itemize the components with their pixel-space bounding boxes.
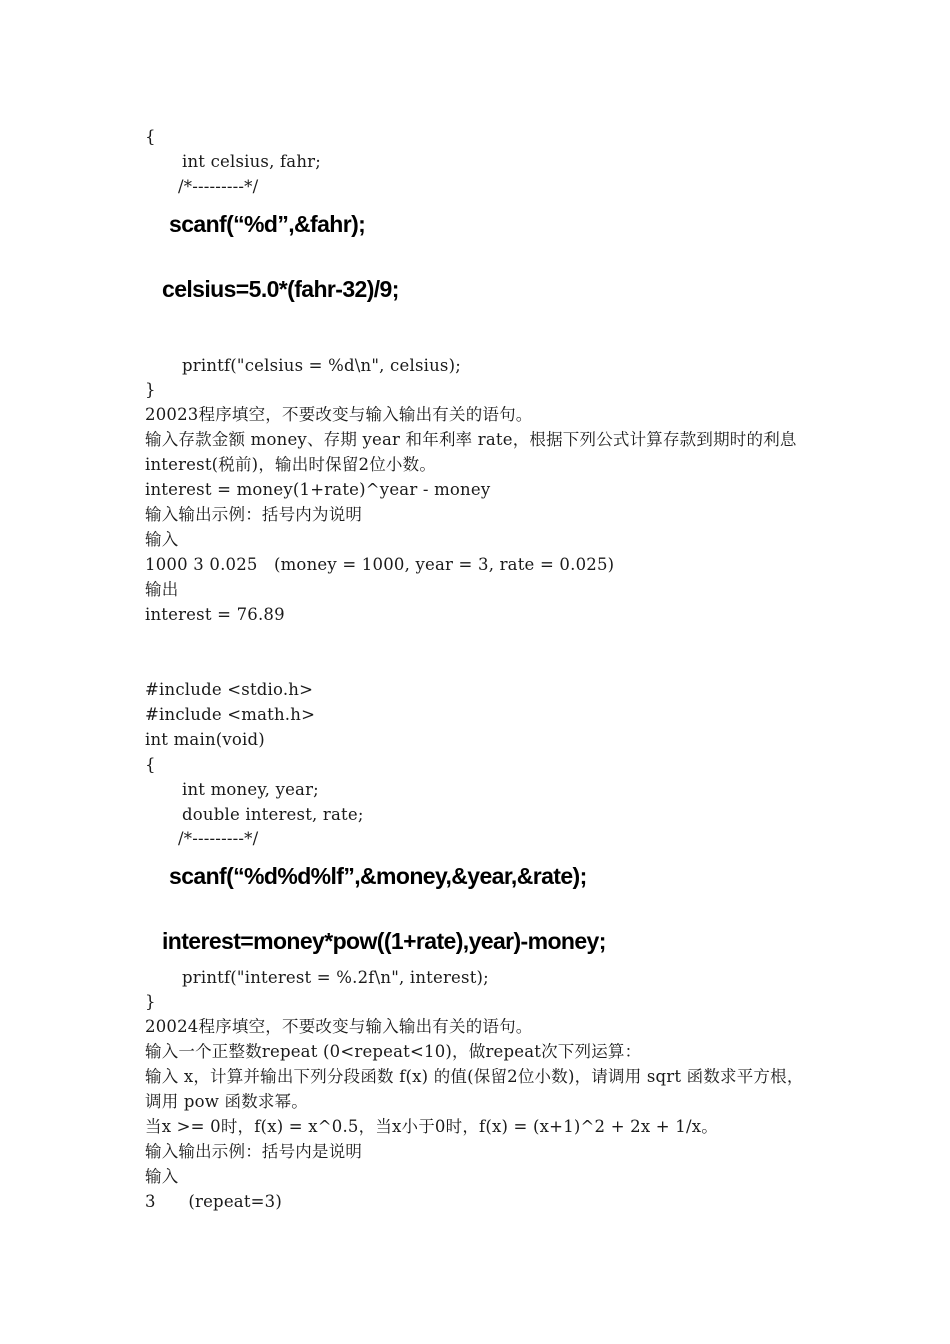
code-declaration: int celsius, fahr;: [182, 152, 322, 171]
answer-calculation: celsius=5.0*(fahr-32)/9;: [162, 276, 399, 302]
problem-description: 输入存款金额 money、存期 year 和年利率 rate，根据下列公式计算存款到期时的利息 interest(税前)，输出时保留2位小数。: [145, 430, 797, 474]
example-header: 输入输出示例：括号内是说明: [145, 1142, 363, 1161]
problem-line: 输入 x，计算并输出下列分段函数 f(x) 的值(保留2位小数)，请调用 sqrt 函数求平方根，调用 pow 函数求幂。: [145, 1067, 804, 1111]
answer-scanf: scanf(“%d”,&fahr);: [169, 211, 366, 237]
input-value: 3 (repeat=3): [145, 1192, 283, 1211]
code-main: int main(void): [145, 730, 265, 749]
problem-title: 20024程序填空，不要改变与输入输出有关的语句。: [145, 1017, 533, 1036]
input-value: 1000 3 0.025 (money = 1000, year = 3, rate = 0.025): [145, 555, 615, 574]
problem-line: 输入一个正整数repeat (0<repeat<10)，做repeat次下列运算：: [145, 1042, 642, 1061]
open-brace: {: [145, 127, 156, 146]
input-label: 输入: [145, 530, 179, 549]
code-declaration: int money, year;: [182, 780, 319, 799]
code-declaration: double interest, rate;: [182, 805, 364, 824]
answer-calculation: interest=money*pow((1+rate),year)-money;: [162, 928, 606, 954]
answer-scanf: scanf(“%d%d%lf”,&money,&year,&rate);: [169, 863, 587, 889]
close-brace: }: [145, 992, 156, 1011]
code-include-stdio: #include <stdio.h>: [145, 680, 314, 699]
close-brace: }: [145, 380, 156, 399]
output-value: interest = 76.89: [145, 605, 285, 624]
problem-formula: 当x >= 0时，f(x) = x^0.5，当x小于0时，f(x) = (x+1)^2 + 2x + 1/x。: [145, 1117, 718, 1136]
open-brace: {: [145, 755, 156, 774]
code-comment: /*---------*/: [178, 829, 259, 848]
code-comment: /*---------*/: [178, 177, 259, 196]
problem-formula: interest = money(1+rate)^year - money: [145, 480, 491, 499]
input-label: 输入: [145, 1167, 179, 1186]
code-printf: printf("celsius = %d\n", celsius);: [182, 356, 461, 375]
code-include-math: #include <math.h>: [145, 705, 316, 724]
example-header: 输入输出示例：括号内为说明: [145, 505, 363, 524]
output-label: 输出: [145, 580, 179, 599]
problem-title: 20023程序填空，不要改变与输入输出有关的语句。: [145, 405, 533, 424]
code-printf: printf("interest = %.2f\n", interest);: [182, 968, 489, 987]
